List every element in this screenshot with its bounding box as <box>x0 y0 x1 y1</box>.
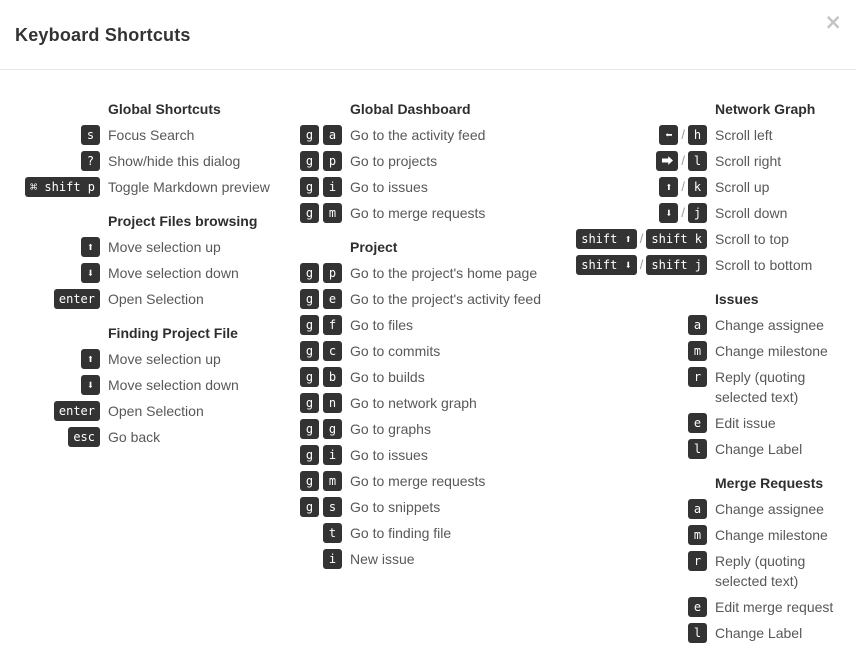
kbd-key: g <box>300 497 319 517</box>
shortcut-row <box>575 597 856 617</box>
shortcut-description: Reply (quoting selected text) <box>715 553 806 589</box>
shortcut-row <box>0 151 290 171</box>
shortcut-section <box>0 99 290 197</box>
kbd-key: c <box>323 341 342 361</box>
kbd-key: ⬅ <box>659 125 678 145</box>
shortcut-row <box>0 401 290 421</box>
key-combo <box>575 315 707 335</box>
shortcut-description: Go to the project's home page <box>350 265 538 281</box>
kbd-key: ⬆ <box>659 177 678 197</box>
key-combo <box>575 125 707 145</box>
shortcut-description: Go to commits <box>350 343 441 359</box>
kbd-key: g <box>300 341 319 361</box>
kbd-key: g <box>300 315 319 335</box>
shortcut-description: Go to builds <box>350 369 425 385</box>
kbd-key: ? <box>81 151 100 171</box>
key-combo <box>290 549 342 569</box>
shortcut-row <box>0 125 290 145</box>
shortcut-row <box>0 177 290 197</box>
kbd-key: g <box>300 419 319 439</box>
kbd-key: k <box>688 177 707 197</box>
shortcut-description: Show/hide this dialog <box>108 153 241 169</box>
shortcut-description: Go to merge requests <box>350 205 486 221</box>
key-combo <box>575 551 707 571</box>
shortcut-section <box>290 99 575 223</box>
shortcut-section <box>0 323 290 447</box>
shortcut-row <box>575 315 856 335</box>
key-combo <box>290 177 342 197</box>
shortcut-description: Open Selection <box>108 403 204 419</box>
key-combo <box>0 125 100 145</box>
kbd-key: g <box>300 263 319 283</box>
key-combo <box>0 349 100 369</box>
key-combo <box>0 289 100 309</box>
key-combo <box>575 255 707 275</box>
shortcut-description: Go to network graph <box>350 395 477 411</box>
shortcut-row <box>575 151 856 171</box>
key-combo <box>575 499 707 519</box>
section-heading: Project Files browsing <box>108 213 258 229</box>
shortcut-description: Reply (quoting selected text) <box>715 369 806 405</box>
shortcut-row <box>290 367 575 387</box>
kbd-key: esc <box>68 427 100 447</box>
key-combo <box>575 623 707 643</box>
kbd-key: a <box>688 315 707 335</box>
shortcut-description: Change milestone <box>715 343 828 359</box>
shortcut-description: Change milestone <box>715 527 828 543</box>
shortcut-row <box>575 177 856 197</box>
key-combo <box>575 413 707 433</box>
shortcut-row <box>290 523 575 543</box>
kbd-key: ⬆ <box>81 237 100 257</box>
key-combo <box>290 125 342 145</box>
kbd-key: p <box>323 263 342 283</box>
shortcut-description: Move selection up <box>108 351 221 367</box>
shortcut-description: Go to finding file <box>350 525 452 541</box>
kbd-key: s <box>81 125 100 145</box>
kbd-key: ⬇ <box>81 375 100 395</box>
shortcut-description: Toggle Markdown preview <box>108 179 270 195</box>
key-combo <box>0 375 100 395</box>
shortcut-row <box>0 349 290 369</box>
kbd-key: l <box>688 151 707 171</box>
kbd-key: g <box>300 177 319 197</box>
section-heading: Project <box>350 239 398 255</box>
kbd-key: e <box>688 413 707 433</box>
shortcut-row <box>290 289 575 309</box>
kbd-key: t <box>323 523 342 543</box>
key-combo <box>0 177 100 197</box>
shortcut-description: Go to the project's activity feed <box>350 291 541 307</box>
shortcut-section <box>0 211 290 309</box>
kbd-key: p <box>323 151 342 171</box>
kbd-key: g <box>300 367 319 387</box>
shortcut-section <box>290 237 575 569</box>
key-separator: / <box>681 179 685 194</box>
kbd-key: g <box>300 445 319 465</box>
shortcut-row <box>575 413 856 433</box>
section-heading: Finding Project File <box>108 325 238 341</box>
kbd-key: g <box>323 419 342 439</box>
shortcut-description: Go to snippets <box>350 499 441 515</box>
kbd-key: m <box>323 471 342 491</box>
shortcut-row <box>0 289 290 309</box>
key-combo <box>290 315 342 335</box>
shortcuts-grid <box>0 70 856 656</box>
kbd-key: m <box>323 203 342 223</box>
shortcut-description: Go to issues <box>350 179 428 195</box>
section-heading: Issues <box>715 291 759 307</box>
shortcut-description: Scroll to top <box>715 231 789 247</box>
section-heading: Network Graph <box>715 101 816 117</box>
shortcut-description: Change assignee <box>715 317 824 333</box>
key-combo <box>290 263 342 283</box>
kbd-key: g <box>300 471 319 491</box>
kbd-key: i <box>323 177 342 197</box>
shortcut-description: Go to graphs <box>350 421 431 437</box>
shortcut-description: Go to merge requests <box>350 473 486 489</box>
shortcut-description: Focus Search <box>108 127 195 143</box>
shortcut-description: Go back <box>108 429 161 445</box>
kbd-key: b <box>323 367 342 387</box>
kbd-key: m <box>688 525 707 545</box>
shortcuts-column <box>0 99 290 656</box>
key-separator: / <box>639 231 644 246</box>
key-combo <box>290 203 342 223</box>
shortcut-description: Scroll up <box>715 179 770 195</box>
kbd-key: e <box>323 289 342 309</box>
kbd-key: ⌘ shift p <box>25 177 100 197</box>
key-combo <box>575 439 707 459</box>
kbd-key: shift k <box>646 229 707 249</box>
shortcut-row <box>290 419 575 439</box>
shortcut-description: Go to issues <box>350 447 428 463</box>
shortcut-description: Change assignee <box>715 501 824 517</box>
key-combo <box>0 151 100 171</box>
key-combo <box>290 341 342 361</box>
shortcut-description: Scroll to bottom <box>715 257 813 273</box>
shortcut-row <box>575 499 856 519</box>
kbd-key: g <box>300 125 319 145</box>
key-combo <box>0 401 100 421</box>
key-separator: / <box>681 205 685 220</box>
key-combo <box>575 203 707 223</box>
key-combo <box>290 419 342 439</box>
shortcut-row <box>575 525 856 545</box>
key-combo <box>290 497 342 517</box>
kbd-key: shift ⬆ <box>576 229 637 249</box>
shortcut-description: Scroll right <box>715 153 782 169</box>
shortcut-section <box>575 473 856 643</box>
kbd-key: r <box>688 551 707 571</box>
kbd-key: j <box>688 203 707 223</box>
key-combo <box>575 151 707 171</box>
shortcut-row <box>575 229 856 249</box>
section-heading: Merge Requests <box>715 475 824 491</box>
shortcuts-column <box>575 99 856 656</box>
shortcut-row <box>290 471 575 491</box>
key-separator: / <box>639 257 644 272</box>
shortcut-row <box>290 151 575 171</box>
shortcut-description: Go to the activity feed <box>350 127 486 143</box>
shortcut-row <box>290 549 575 569</box>
shortcut-row <box>290 203 575 223</box>
kbd-key: a <box>688 499 707 519</box>
shortcut-description: Move selection up <box>108 239 221 255</box>
key-combo <box>575 341 707 361</box>
kbd-key: shift ⬇ <box>576 255 637 275</box>
kbd-key: r <box>688 367 707 387</box>
shortcut-row <box>0 375 290 395</box>
kbd-key: g <box>300 203 319 223</box>
shortcut-row <box>290 315 575 335</box>
kbd-key: shift j <box>646 255 707 275</box>
kbd-key: s <box>323 497 342 517</box>
shortcuts-column <box>290 99 575 656</box>
kbd-key: l <box>688 439 707 459</box>
kbd-key: h <box>688 125 707 145</box>
shortcut-row <box>290 341 575 361</box>
key-combo <box>575 177 707 197</box>
shortcut-row <box>0 427 290 447</box>
shortcut-description: Change Label <box>715 441 803 457</box>
shortcut-row <box>575 367 856 407</box>
shortcut-row <box>290 177 575 197</box>
shortcut-description: New issue <box>350 551 415 567</box>
kbd-key: l <box>688 623 707 643</box>
kbd-key: e <box>688 597 707 617</box>
kbd-key: ⬆ <box>81 349 100 369</box>
kbd-key: i <box>323 445 342 465</box>
kbd-key: n <box>323 393 342 413</box>
kbd-key: i <box>323 549 342 569</box>
key-combo <box>0 237 100 257</box>
shortcut-description: Move selection down <box>108 265 239 281</box>
section-heading: Global Shortcuts <box>108 101 221 117</box>
shortcut-description: Go to files <box>350 317 414 333</box>
kbd-key: enter <box>54 289 100 309</box>
shortcut-description: Open Selection <box>108 291 204 307</box>
shortcut-row <box>575 551 856 591</box>
key-combo <box>290 151 342 171</box>
kbd-key: ⬇ <box>81 263 100 283</box>
shortcut-description: Edit issue <box>715 415 776 431</box>
key-combo <box>290 289 342 309</box>
key-combo <box>290 471 342 491</box>
kbd-key: ⮕ <box>656 151 678 171</box>
dialog-title: Keyboard Shortcuts <box>15 25 191 45</box>
shortcut-row <box>290 263 575 283</box>
shortcut-description: Change Label <box>715 625 803 641</box>
shortcut-description: Scroll down <box>715 205 788 221</box>
shortcut-section <box>575 289 856 459</box>
kbd-key: enter <box>54 401 100 421</box>
dialog-header <box>0 0 856 70</box>
key-combo <box>290 393 342 413</box>
key-combo <box>290 445 342 465</box>
kbd-key: g <box>300 393 319 413</box>
kbd-key: f <box>323 315 342 335</box>
key-separator: / <box>681 153 685 168</box>
kbd-key: g <box>300 289 319 309</box>
key-combo <box>290 367 342 387</box>
shortcut-row <box>0 263 290 283</box>
kbd-key: m <box>688 341 707 361</box>
shortcut-row <box>290 125 575 145</box>
section-heading: Global Dashboard <box>350 101 471 117</box>
shortcut-row <box>575 203 856 223</box>
key-combo <box>575 367 707 387</box>
shortcut-description: Move selection down <box>108 377 239 393</box>
key-separator: / <box>681 127 685 142</box>
kbd-key: ⬇ <box>659 203 678 223</box>
shortcut-row <box>290 393 575 413</box>
shortcut-row <box>0 237 290 257</box>
shortcut-description: Scroll left <box>715 127 773 143</box>
key-combo <box>575 597 707 617</box>
shortcut-row <box>290 445 575 465</box>
shortcut-row <box>575 439 856 459</box>
key-combo <box>575 525 707 545</box>
shortcut-row <box>575 623 856 643</box>
close-icon[interactable]: × <box>824 10 842 34</box>
key-combo <box>575 229 707 249</box>
key-combo <box>0 263 100 283</box>
shortcut-row <box>575 255 856 275</box>
kbd-key: g <box>300 151 319 171</box>
shortcut-section <box>575 99 856 275</box>
key-combo <box>0 427 100 447</box>
shortcut-description: Edit merge request <box>715 599 834 615</box>
key-combo <box>290 523 342 543</box>
shortcut-row <box>575 341 856 361</box>
shortcut-description: Go to projects <box>350 153 438 169</box>
shortcut-row <box>575 125 856 145</box>
shortcut-row <box>290 497 575 517</box>
kbd-key: a <box>323 125 342 145</box>
